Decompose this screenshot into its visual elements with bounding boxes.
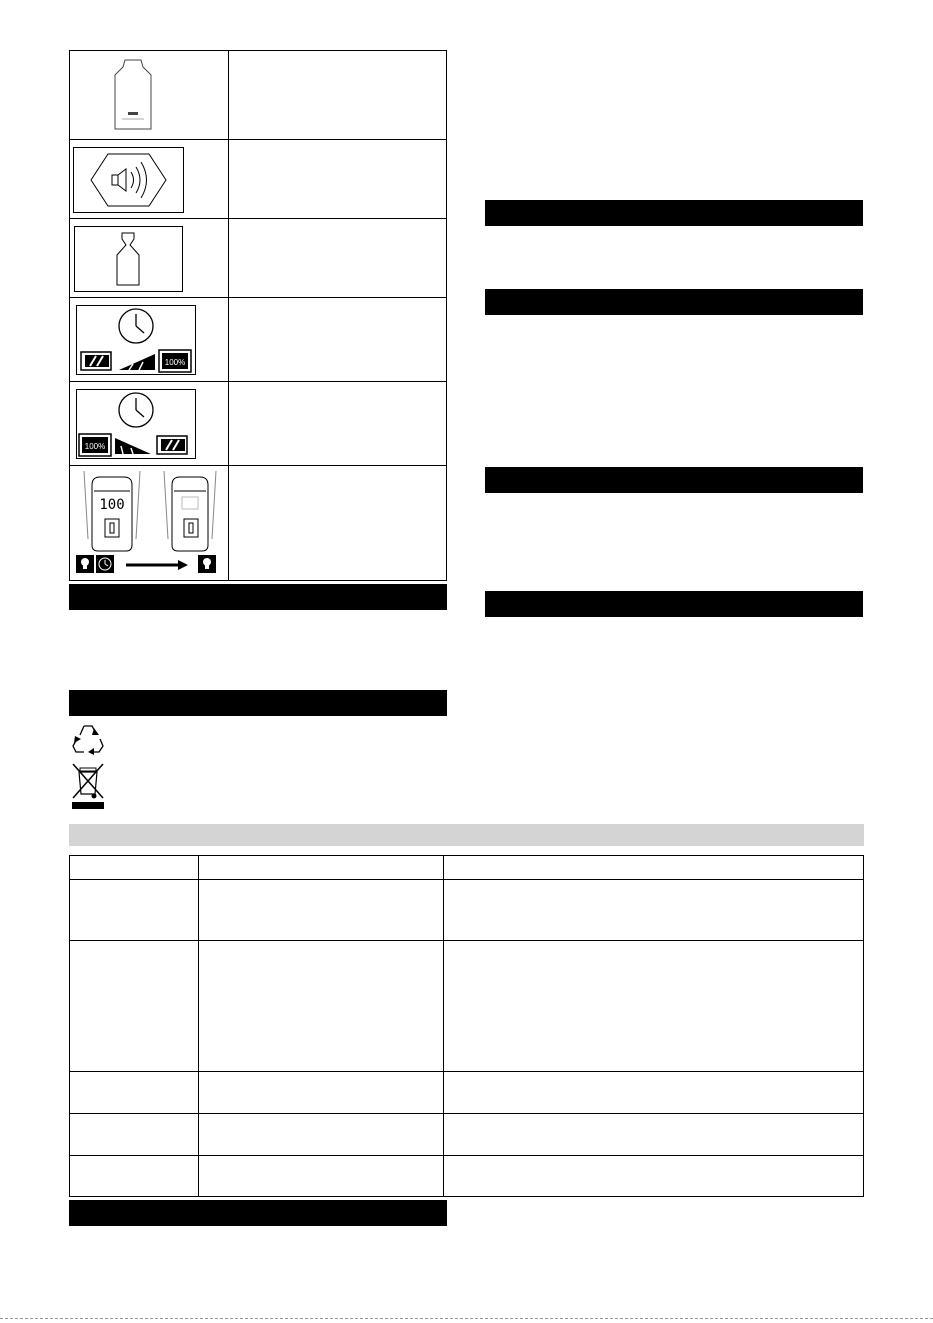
section-heading-bar <box>485 467 863 493</box>
table-cell <box>199 880 443 886</box>
table-cell <box>70 1072 198 1078</box>
table-header-cell <box>444 856 862 862</box>
table-cell <box>70 880 198 886</box>
section-heading-bar <box>485 200 863 226</box>
table-cell <box>70 1156 198 1162</box>
sound-speaker-icon <box>73 147 184 213</box>
section-heading-bar <box>485 289 863 315</box>
pictogram-row <box>70 465 446 580</box>
section-heading-bar <box>485 591 863 617</box>
display-value: 100 <box>99 497 125 513</box>
page-bottom-rule <box>0 1318 933 1319</box>
table-row <box>70 941 863 1072</box>
charging-time-icon <box>76 305 196 375</box>
pictogram-row <box>70 218 446 298</box>
weight-icon <box>74 226 183 292</box>
table-row <box>70 1072 863 1114</box>
table-cell <box>444 941 862 947</box>
table-cell <box>444 1156 862 1162</box>
table-cell <box>70 941 198 947</box>
table-header-row <box>70 856 863 880</box>
recycling-icon <box>70 722 106 756</box>
section-heading-bar <box>69 1200 447 1226</box>
table-cell <box>199 941 443 947</box>
battery-label: 100% <box>164 358 186 367</box>
table-cell <box>444 1114 862 1120</box>
table-row <box>70 1156 863 1196</box>
pictogram-row <box>70 297 446 382</box>
table-header-cell <box>70 856 198 862</box>
table-header-cell <box>199 856 443 862</box>
table-cell <box>444 880 862 886</box>
troubleshooting-table <box>69 855 864 1197</box>
pictogram-row <box>70 51 446 140</box>
table-row <box>70 880 863 941</box>
section-heading-bar <box>69 584 447 610</box>
battery-pack-icon <box>108 57 158 133</box>
table-cell <box>199 1072 443 1078</box>
table-row <box>70 1114 863 1156</box>
pictogram-table <box>69 50 447 581</box>
pictogram-row <box>70 139 446 219</box>
battery-label: 100% <box>84 442 106 451</box>
table-cell <box>444 1072 862 1078</box>
pictogram-row <box>70 381 446 466</box>
display-lighting-icon <box>74 469 224 577</box>
crossed-bin-icon <box>70 760 106 810</box>
table-cell <box>199 1156 443 1162</box>
discharge-time-icon <box>76 389 196 459</box>
section-heading-bar <box>69 690 447 716</box>
table-heading-bar <box>69 824 864 846</box>
table-cell <box>70 1114 198 1120</box>
table-cell <box>199 1114 443 1120</box>
